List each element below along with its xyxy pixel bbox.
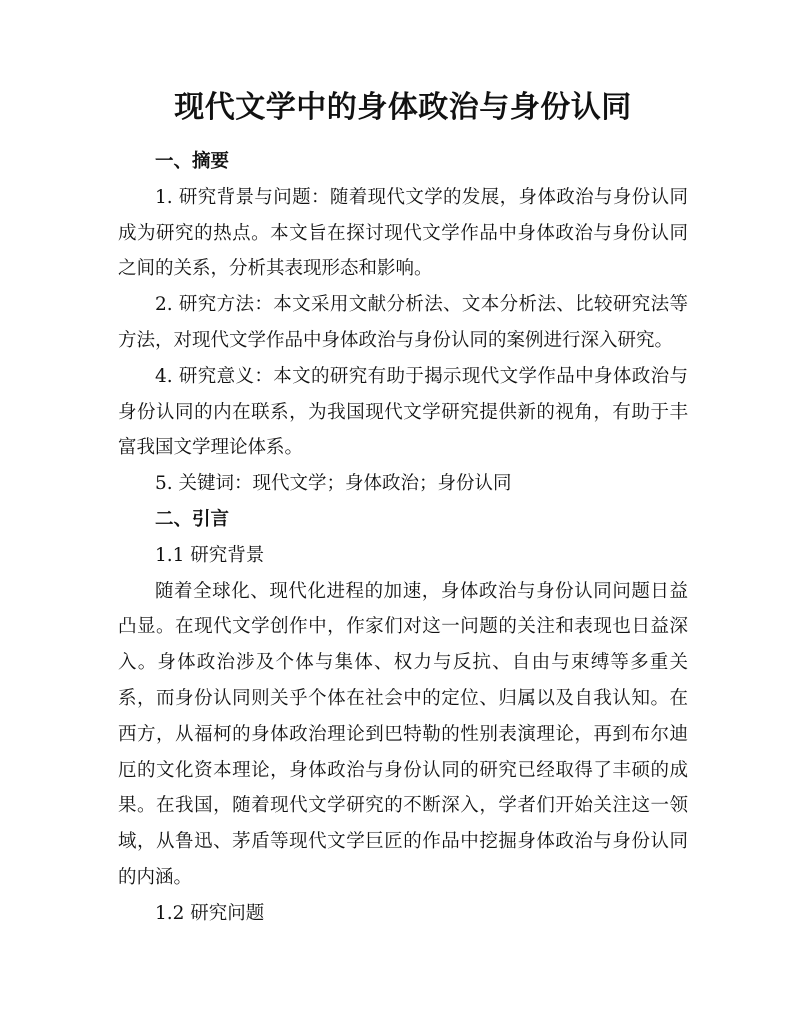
section-1-1-paragraph: 随着全球化、现代化进程的加速，身体政治与身份认同问题日益凸显。在现代文学创作中，作家们对这一问题的关注和表现也日益深入。身体政治涉及个体与集体、权力与反抗、自由与束缚等多重关系，而身份认同则关乎个体在社会中的定位、归属以及自我认知。在西方，从福柯的身体政治理论到巴特勒的性别表演理论，再到布尔迪厄的文化资本理论，身体政治与身份认同的研究已经取得了丰硕的成果。在我国，随着现代文学研究的不断深入，学者们开始关注这一领域，从鲁迅、茅盾等现代文学巨匠的作品中挖掘身体政治与身份认同的内涵。 — [118, 580, 688, 888]
abstract-heading: 一、摘要 — [155, 151, 230, 172]
abstract-item-method: 2. 研究方法：本文采用文献分析法、文本分析法、比较研究法等方法，对现代文学作品中身体政治与身份认同的案例进行深入研究。 — [118, 294, 688, 351]
section-1-2-heading: 1.2 研究问题 — [155, 902, 265, 924]
section-1-1-heading: 1.1 研究背景 — [155, 544, 265, 566]
document-body — [118, 144, 688, 932]
intro-heading: 二、引言 — [155, 508, 230, 530]
abstract-item-background: 1. 研究背景与问题：随着现代文学的发展，身体政治与身份认同成为研究的热点。本文旨在探讨现代文学作品中身体政治与身份认同之间的关系，分析其表现形态和影响。 — [118, 186, 688, 280]
abstract-item-keywords: 5. 关键词：现代文学；身体政治；身份认同 — [155, 473, 512, 495]
document-title: 现代文学中的身体政治与身份认同 — [174, 90, 632, 125]
abstract-item-significance: 4. 研究意义：本文的研究有助于揭示现代文学作品中身体政治与身份认同的内在联系，为我国现代文学研究提供新的视角，有助于丰富我国文学理论体系。 — [118, 365, 688, 459]
